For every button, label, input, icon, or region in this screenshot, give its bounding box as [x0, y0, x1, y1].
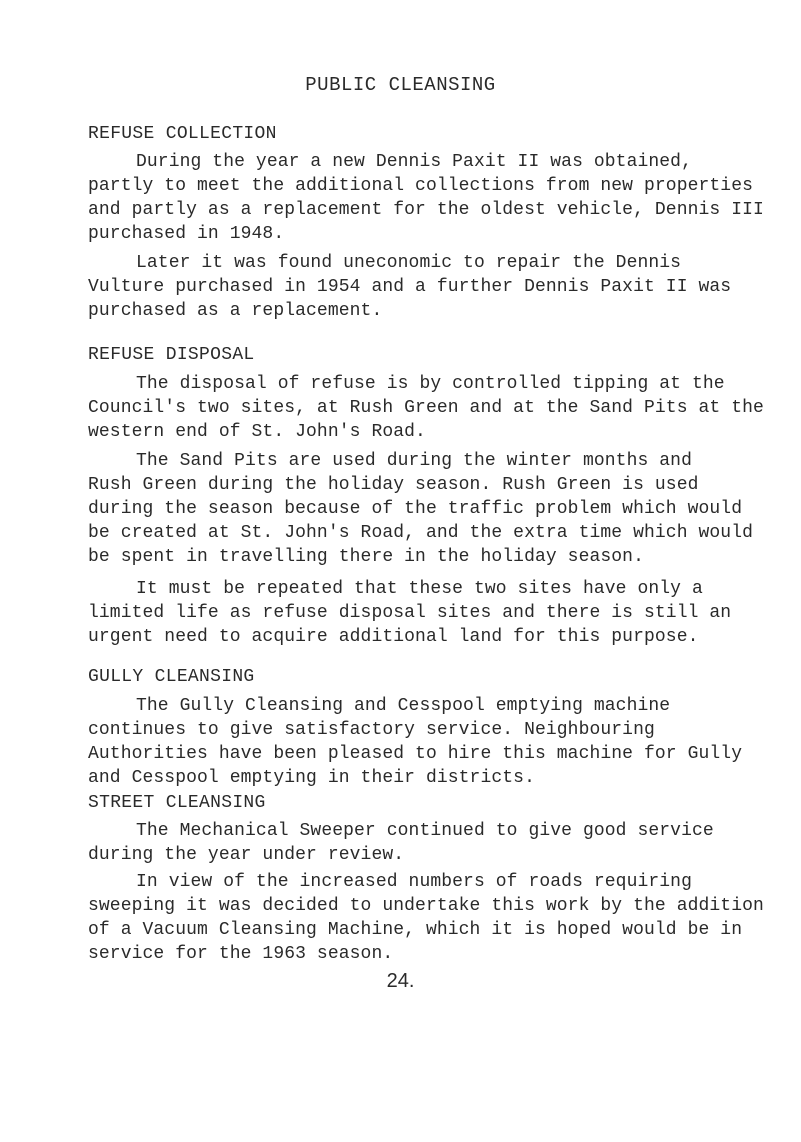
paragraph: The Gully Cleansing and Cesspool emptying machine continues to give satisfactory service. Neighbouring Authorities have been pleased to hire this machine for Gully and Cesspool emptying in their districts.	[88, 696, 743, 788]
section-heading-refuse-collection: REFUSE COLLECTION	[88, 124, 277, 144]
page-number: 24.	[386, 970, 415, 992]
section-heading-street-cleansing: STREET CLEANSING	[88, 793, 266, 813]
paragraph: During the year a new Dennis Paxit II was obtained, partly to meet the additional collections from new properties and partly as a replacement for the oldest vehicle, Dennis III purchased in 1948.	[88, 152, 764, 244]
paragraph: In view of the increased numbers of roads requiring sweeping it was decided to undertake this work by the addition of a Vacuum Cleansing Machine, which it is hoped would be in service for the 1963 season.	[88, 872, 764, 964]
section-heading-gully-cleansing: GULLY CLEANSING	[88, 667, 255, 687]
paragraph: The Mechanical Sweeper continued to give good service during the year under review.	[88, 821, 714, 865]
page-title: PUBLIC CLEANSING	[305, 74, 496, 96]
paragraph: The Sand Pits are used during the winter months and Rush Green during the holiday season. Rush Green is used during the season because of the traffic problem which would be created at St. John's Road, and the extra time which would be spent in travelling there in the holiday season.	[88, 451, 754, 567]
section-heading-refuse-disposal: REFUSE DISPOSAL	[88, 345, 255, 365]
paragraph: The disposal of refuse is by controlled tipping at the Council's two sites, at Rush Green and at the Sand Pits at the western end of St. John's Road.	[88, 374, 764, 442]
paragraph: It must be repeated that these two sites have only a limited life as refuse disposal sites and there is still an urgent need to acquire additional land for this purpose.	[88, 579, 732, 647]
paragraph: Later it was found uneconomic to repair the Dennis Vulture purchased in 1954 and a further Dennis Paxit II was purchased as a replacement.	[88, 253, 732, 321]
